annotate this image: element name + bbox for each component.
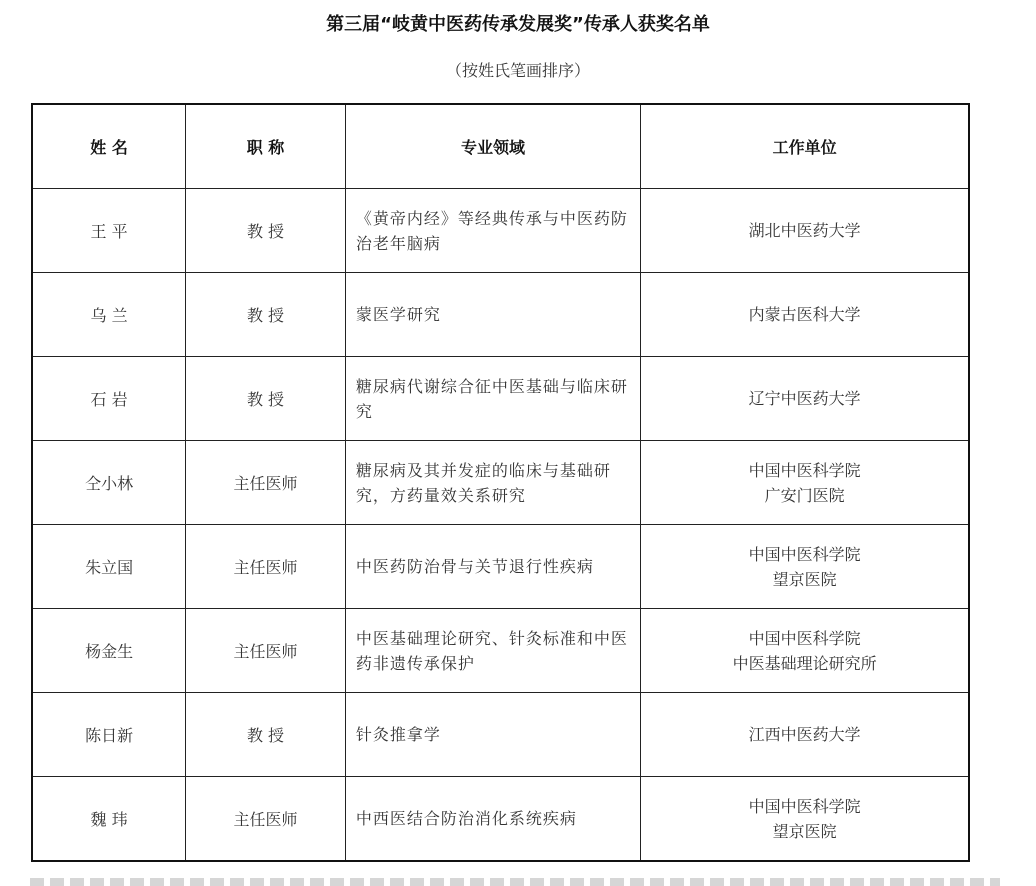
cell-field: 蒙医学研究 bbox=[345, 273, 640, 357]
cell-field: 中医基础理论研究、针灸标准和中医药非遗传承保护 bbox=[345, 609, 640, 693]
cell-field: 《黄帝内经》等经典传承与中医药防治老年脑病 bbox=[345, 189, 640, 273]
cell-title: 主任医师 bbox=[186, 777, 346, 862]
cell-title: 教 授 bbox=[186, 693, 346, 777]
unit-line: 中国中医科学院 bbox=[748, 544, 861, 564]
unit-line: 中国中医科学院 bbox=[748, 460, 861, 480]
cell-field: 糖尿病代谢综合征中医基础与临床研究 bbox=[345, 357, 640, 441]
awardee-table bbox=[31, 103, 970, 862]
unit-line: 中国中医科学院 bbox=[748, 628, 861, 648]
unit-line: 望京医院 bbox=[772, 821, 837, 841]
unit-line: 广安门医院 bbox=[764, 485, 845, 505]
cell-title: 主任医师 bbox=[186, 609, 346, 693]
cell-unit bbox=[641, 693, 969, 777]
header-name: 姓 名 bbox=[32, 104, 186, 189]
cell-name: 魏 玮 bbox=[32, 777, 186, 862]
cell-title: 教 授 bbox=[186, 357, 346, 441]
unit-line: 江西中医药大学 bbox=[748, 725, 861, 744]
cell-name: 朱立国 bbox=[32, 525, 186, 609]
table-row bbox=[32, 441, 969, 525]
table-header-row bbox=[32, 104, 969, 189]
cell-field: 中西医结合防治消化系统疾病 bbox=[345, 777, 640, 862]
cell-unit bbox=[641, 357, 969, 441]
unit-line: 望京医院 bbox=[772, 569, 837, 589]
table-row bbox=[32, 525, 969, 609]
cell-unit bbox=[641, 525, 969, 609]
table-row bbox=[32, 777, 969, 862]
cell-name: 石 岩 bbox=[32, 357, 186, 441]
cell-unit bbox=[641, 273, 969, 357]
cell-name: 杨金生 bbox=[32, 609, 186, 693]
cell-field: 针灸推拿学 bbox=[345, 693, 640, 777]
cell-title: 教 授 bbox=[186, 189, 346, 273]
cell-unit bbox=[641, 441, 969, 525]
unit-line: 内蒙古医科大学 bbox=[748, 305, 861, 324]
cell-unit bbox=[641, 777, 969, 862]
table-row bbox=[32, 273, 969, 357]
unit-line: 中国中医科学院 bbox=[748, 796, 861, 816]
header-unit: 工作单位 bbox=[641, 104, 969, 189]
table-row bbox=[32, 189, 969, 273]
cell-name: 仝小林 bbox=[32, 441, 186, 525]
table-row bbox=[32, 357, 969, 441]
cell-title: 主任医师 bbox=[186, 441, 346, 525]
document-subtitle: （按姓氏笔画排序） bbox=[445, 61, 590, 80]
unit-line: 辽宁中医药大学 bbox=[748, 389, 861, 408]
cell-field: 糖尿病及其并发症的临床与基础研究，方药量效关系研究 bbox=[345, 441, 640, 525]
cell-name: 王 平 bbox=[32, 189, 186, 273]
table-row bbox=[32, 609, 969, 693]
unit-line: 中医基础理论研究所 bbox=[732, 653, 877, 673]
cell-unit bbox=[641, 189, 969, 273]
cell-title: 教 授 bbox=[186, 273, 346, 357]
cell-name: 陈日新 bbox=[32, 693, 186, 777]
cell-title: 主任医师 bbox=[186, 525, 346, 609]
unit-line: 湖北中医药大学 bbox=[748, 221, 861, 240]
cell-name: 乌 兰 bbox=[32, 273, 186, 357]
cell-field: 中医药防治骨与关节退行性疾病 bbox=[345, 525, 640, 609]
document-title: 第三届“岐黄中医药传承发展奖”传承人获奖名单 bbox=[326, 14, 710, 35]
header-field: 专业领域 bbox=[345, 104, 640, 189]
table-row bbox=[32, 693, 969, 777]
cell-unit bbox=[641, 609, 969, 693]
header-title: 职 称 bbox=[186, 104, 346, 189]
